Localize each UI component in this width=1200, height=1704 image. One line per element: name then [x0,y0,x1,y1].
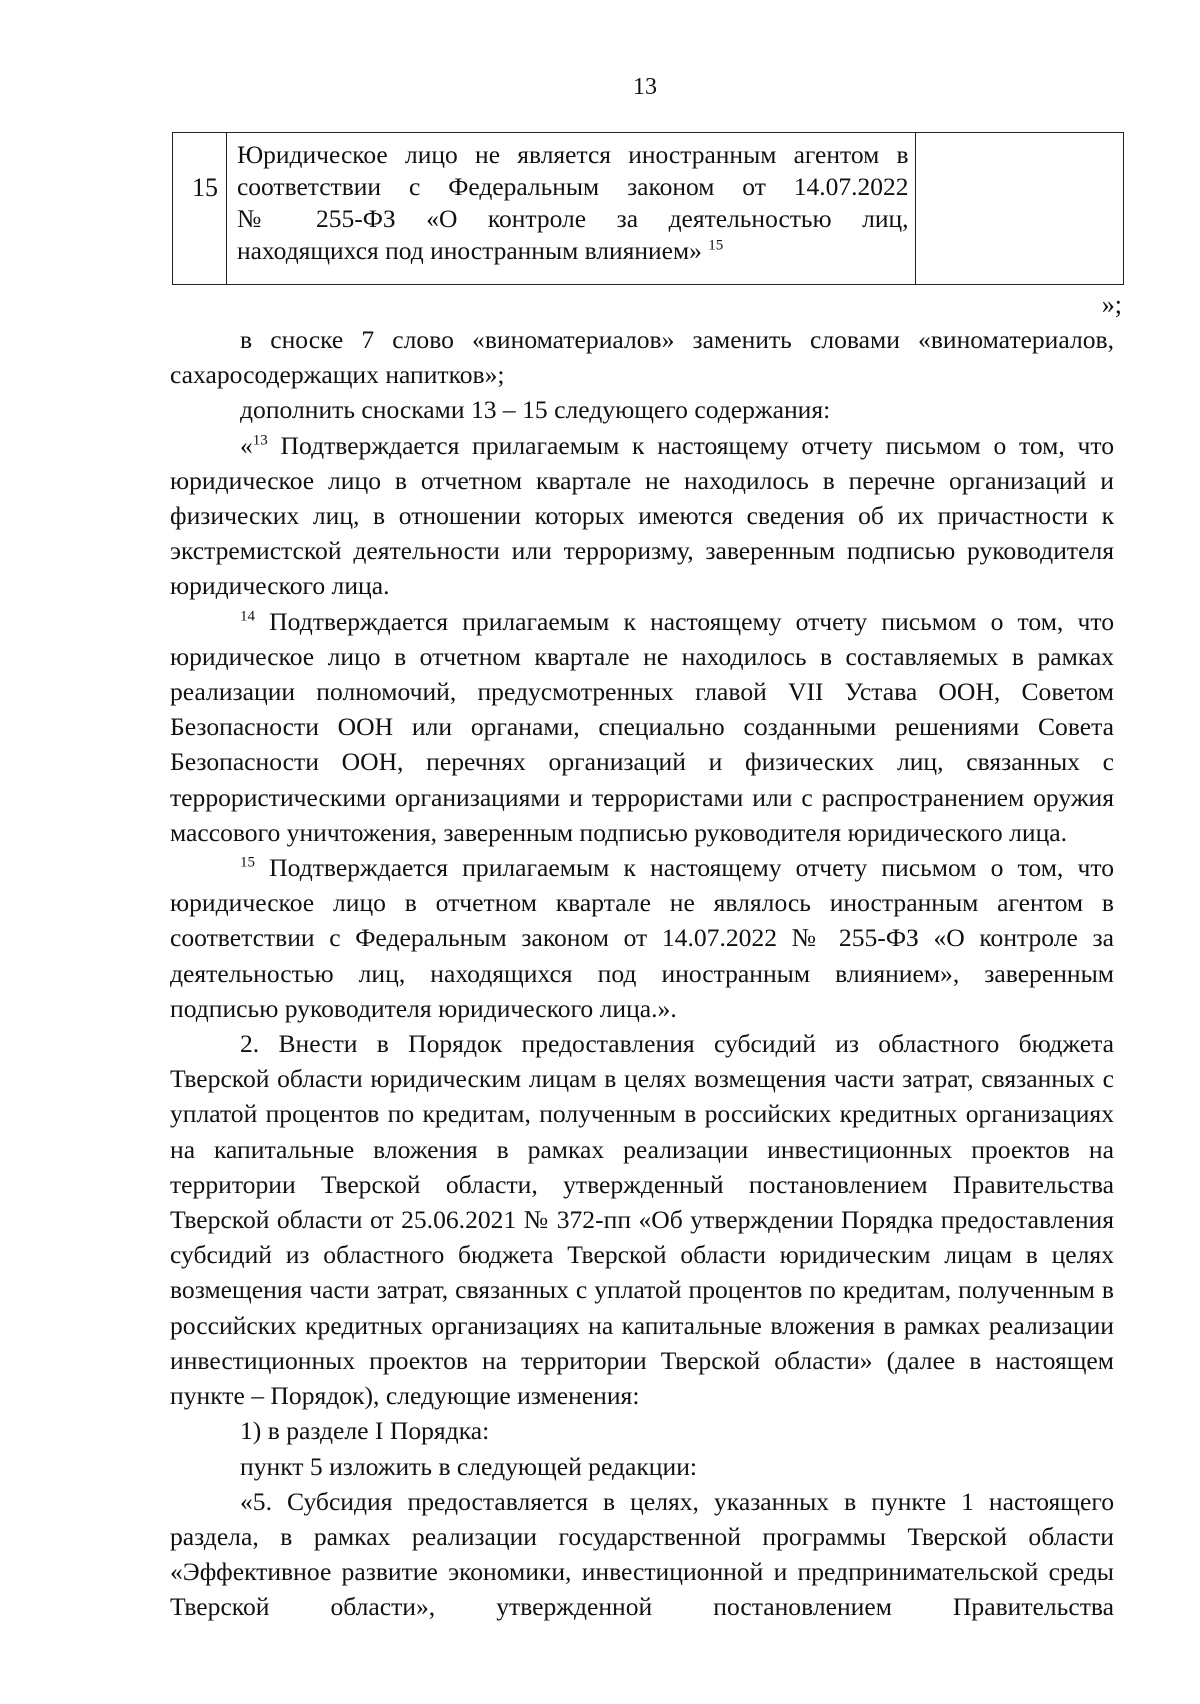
paragraph: дополнить сносками 13 – 15 следующего содержания: [240,395,831,425]
footnote-number: 15 [240,854,255,871]
document-body [170,322,1114,1625]
criterion-text-cell [226,133,915,285]
criteria-table [172,132,1124,285]
table-row [173,133,1124,285]
footnote-text: Подтверждается прилагаемым к настоящему отчету письмом о том, что юридическое лицо в отчетном квартале не находилось в составляемых в рамках реализации полномочий, предусмотренных главой VII Устава ООН, Советом Безопасности ООН или органами, специально созданными решениями Совета Безопасности ООН, перечнях организаций и физических лиц, связанных с террористическими организациями и террористами или с распространением оружия массового уничтожения, заверенным подписью руководителя юридического лица. [170,606,1114,847]
footnote-13-paragraph [170,428,1114,604]
criterion-line [237,235,909,267]
paragraph: пункт 5 изложить в следующей редакции: [240,1451,698,1481]
row-number-cell: 15 [173,133,227,285]
criterion-line-text: находящихся под иностранным влиянием» [236,236,702,265]
footnote-14-paragraph [170,604,1114,850]
footnote-15-paragraph [170,850,1114,1026]
quote-open: « [240,430,253,460]
paragraph: «5. Субсидия предоставляется в целях, указанных в пункте 1 настоящего раздела, в рамках реализации государственной программы Тверской области «Эффективное развитие экономики, инвестиционной и предпринимательской среды Тверской области», утвержденной постановлением Правительства [170,1486,1114,1622]
footnote-text: Подтверждается прилагаемым к настоящему отчету письмом о том, что юридическое лицо в отчетном квартале не являлось иностранным агентом в соответствии с Федеральным законом от 14.07.2022 № 255-ФЗ «О контроле за деятельностью лиц, находящихся под иностранным влиянием», заверенным подписью руководителя юридического лица.». [170,853,1114,1023]
footnote-text: Подтверждается прилагаемым к настоящему отчету письмом о том, что юридическое лицо в отчетном квартале не находилось в перечне организаций и физических лиц, в отношении которых имеются сведения об их причастности к экстремистской деятельности или терроризму, заверенным подписью руководителя юридического лица. [170,430,1114,601]
criterion-line: № 255-ФЗ «О контроле за деятельностью лиц, [236,204,909,233]
footnote-marker: 15 [708,237,724,254]
value-cell [915,133,1123,285]
criterion-line: Юридическое лицо не является иностранным агентом в [236,140,909,169]
closing-quote: »; [1101,290,1122,319]
footnote-number: 14 [240,608,255,625]
paragraph: 2. Внести в Порядок предоставления субсидий из областного бюджета Тверской области юридическим лицам в целях возмещения части затрат, связанных с уплатой процентов по кредитам, полученным в российских кредитных организациях на капитальные вложения в рамках реализации инвестиционных проектов на территории Тверской области, утвержденный постановлением Правительства Тверской области от 25.06.2021 № 372-пп «Об утверждении Порядка предоставления субсидий из областного бюджета Тверской области юридическим лицам в целях возмещения части затрат, связанных с уплатой процентов по кредитам, полученным в российских кредитных организациях на капитальные вложения в рамках реализации инвестиционных проектов на территории Тверской области» (далее в настоящем пункте – Порядок), следующие изменения: [170,1029,1114,1411]
paragraph: в сноске 7 слово «виноматериалов» заменить словами «виноматериалов, сахаросодержащих напитков»; [170,325,1114,390]
paragraph: 1) в разделе I Порядка: [240,1416,490,1446]
page-number: 13 [633,74,657,100]
criterion-line: соответствии с Федеральным законом от 14.07.2022 [236,172,909,201]
footnote-number: 13 [252,432,268,449]
